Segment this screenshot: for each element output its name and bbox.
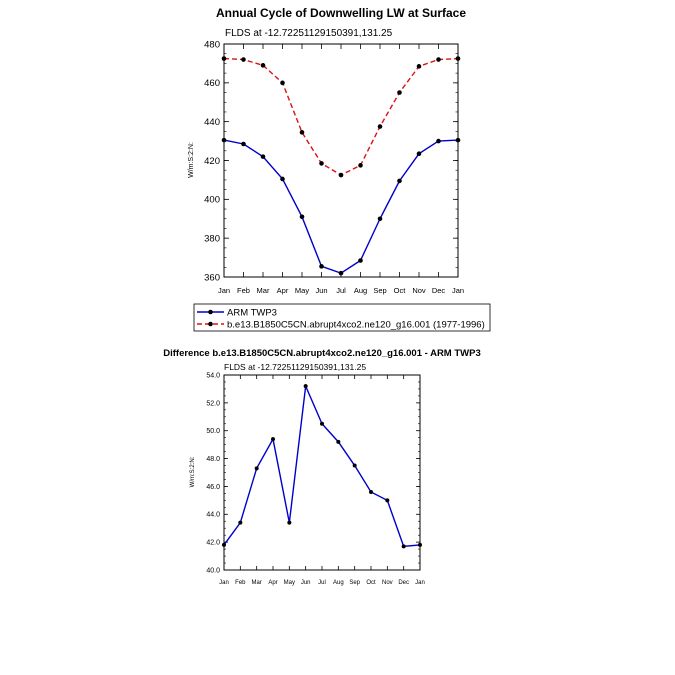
data-point xyxy=(397,179,402,184)
data-point xyxy=(339,173,344,178)
data-point xyxy=(358,258,363,263)
x-tick-label: Jan xyxy=(217,286,231,295)
data-point xyxy=(417,151,422,156)
y-tick-label: 42.0 xyxy=(206,539,220,547)
y-tick-label: 460 xyxy=(204,78,220,90)
x-tick-label: Jan xyxy=(219,580,229,586)
legend-label-arm: ARM TWP3 xyxy=(227,307,277,319)
y-tick-label: 50.0 xyxy=(206,428,220,436)
y-tick-label: 420 xyxy=(204,155,220,167)
plot-frame xyxy=(224,375,420,570)
y-tick-label: 360 xyxy=(204,272,220,284)
x-tick-label: Apr xyxy=(268,580,278,586)
plot-frame xyxy=(224,44,458,277)
x-tick-label: Jul xyxy=(336,286,346,295)
x-tick-label: Oct xyxy=(366,580,376,586)
data-point xyxy=(271,437,275,441)
data-point xyxy=(339,271,344,276)
data-point xyxy=(300,130,305,135)
y-tick-label: 48.0 xyxy=(206,456,220,464)
x-tick-label: Jun xyxy=(300,580,311,586)
data-point xyxy=(436,139,441,144)
data-point xyxy=(238,521,242,525)
data-point xyxy=(385,498,389,502)
data-point xyxy=(320,422,324,426)
x-tick-label: May xyxy=(294,286,310,295)
x-tick-label: Aug xyxy=(332,580,344,586)
data-point xyxy=(319,264,324,269)
x-tick-label: Nov xyxy=(412,286,426,295)
y-tick-label: 440 xyxy=(204,116,220,128)
data-point xyxy=(417,64,422,69)
x-tick-label: Feb xyxy=(237,286,250,295)
x-tick-label: Sep xyxy=(349,580,361,586)
y-tick-label: 46.0 xyxy=(206,483,220,491)
data-point xyxy=(300,215,305,220)
legend-label-model: b.e13.B1850C5CN.abrupt4xco2.ne120_g16.001 (1977-1996) xyxy=(227,319,485,331)
data-point xyxy=(402,544,406,548)
x-tick-label: Mar xyxy=(251,580,262,586)
x-tick-label: May xyxy=(283,580,296,586)
data-point xyxy=(255,466,259,470)
x-tick-label: Jan xyxy=(415,580,425,586)
chart-subtitle: FLDS at -12.72251129150391,131.25 xyxy=(225,28,393,39)
y-axis-label: W/m:S:2:N: xyxy=(188,142,195,178)
y-tick-label: 480 xyxy=(204,39,220,51)
x-tick-label: Apr xyxy=(276,286,289,295)
chart-title: Annual Cycle of Downwelling LW at Surface xyxy=(215,6,467,20)
chart-annual-cycle xyxy=(188,6,466,295)
data-point xyxy=(358,163,363,168)
chart-title: Difference b.e13.B1850C5CN.abrupt4xco2.ne120_g16.001 - ARM TWP3 xyxy=(163,348,481,359)
x-tick-label: Aug xyxy=(353,286,368,295)
data-point xyxy=(241,57,246,62)
data-point xyxy=(241,142,246,147)
data-point xyxy=(353,464,357,468)
data-point xyxy=(369,490,373,494)
series-line-1 xyxy=(224,59,458,176)
y-tick-label: 400 xyxy=(204,194,220,206)
data-point xyxy=(336,440,340,444)
data-point xyxy=(287,521,291,525)
legend xyxy=(194,304,490,331)
x-tick-label: Mar xyxy=(256,286,270,295)
x-tick-label: Sep xyxy=(373,286,387,295)
chart-difference xyxy=(163,348,481,586)
x-tick-label: Dec xyxy=(431,286,446,295)
series-line-0 xyxy=(224,140,458,273)
x-tick-label: Dec xyxy=(398,580,410,586)
x-tick-label: Jul xyxy=(318,580,326,586)
data-point xyxy=(378,216,383,221)
data-point xyxy=(280,177,285,182)
data-point xyxy=(261,154,266,159)
y-tick-label: 44.0 xyxy=(206,511,220,519)
y-tick-label: 52.0 xyxy=(206,400,220,408)
x-tick-label: Jun xyxy=(315,286,328,295)
chart-subtitle: FLDS at -12.72251129150391,131.25 xyxy=(224,362,367,372)
series-line-0 xyxy=(224,386,420,546)
data-point xyxy=(378,124,383,129)
legend-marker-model xyxy=(208,322,213,327)
data-point xyxy=(319,161,324,166)
x-tick-label: Nov xyxy=(381,580,393,586)
y-tick-label: 54.0 xyxy=(206,372,220,380)
data-point xyxy=(397,90,402,95)
x-tick-label: Feb xyxy=(235,580,246,586)
x-tick-label: Oct xyxy=(393,286,406,295)
data-point xyxy=(280,81,285,86)
y-tick-label: 40.0 xyxy=(206,567,220,575)
y-tick-label: 380 xyxy=(204,233,220,245)
legend-marker-arm xyxy=(208,310,213,315)
data-point xyxy=(436,57,441,62)
data-point xyxy=(261,63,266,68)
y-axis-label: W/m:S:2:N: xyxy=(190,456,196,488)
x-tick-label: Jan xyxy=(451,286,465,295)
data-point xyxy=(304,384,308,388)
